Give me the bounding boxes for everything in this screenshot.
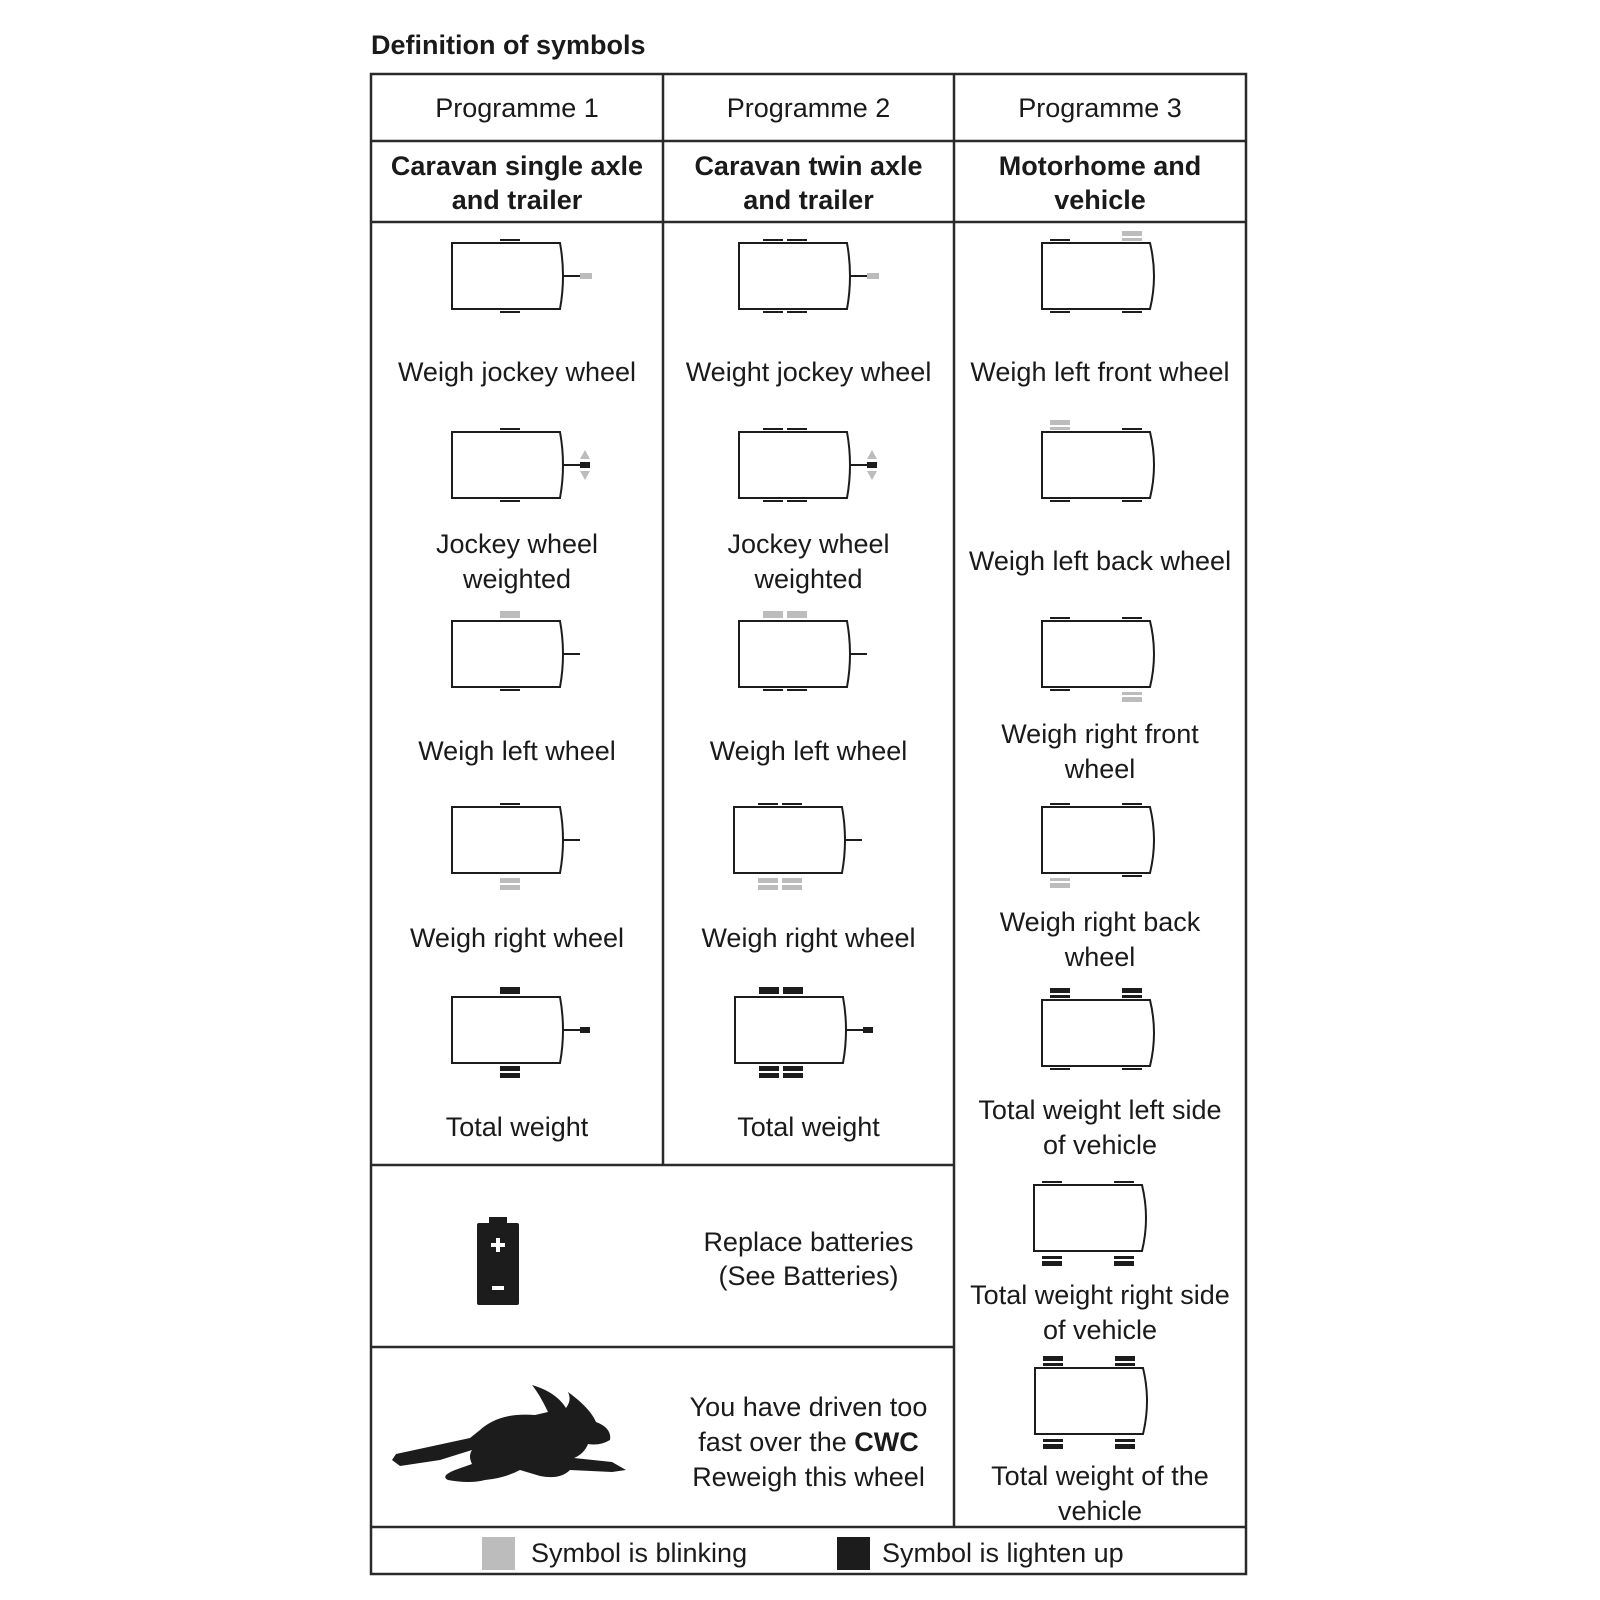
battery-icon [477, 1217, 519, 1305]
label-c1-left: Weigh left wheel [418, 736, 616, 766]
label-c3-total: Total weight of the vehicle [991, 1461, 1209, 1526]
label-c3-left-front: Weigh left front wheel [970, 357, 1230, 387]
vehicle-left-front-icon [1042, 231, 1154, 312]
caravan-single-jockey-weighted-icon [452, 429, 590, 501]
legend-blinking: Symbol is blinking [531, 1538, 748, 1568]
label-c1-jockey-weighted: Jockey wheel weighted [435, 529, 599, 594]
battery-label: Replace batteries (See Batteries) [703, 1227, 914, 1291]
caravan-single-total-icon [452, 987, 590, 1078]
vehicle-left-back-icon [1042, 420, 1154, 501]
programme-3-header: Programme 3 [1018, 93, 1182, 123]
running-hare-icon [392, 1385, 626, 1482]
caravan-twin-jockey-weighted-icon [739, 429, 877, 501]
label-c1-jockey: Weigh jockey wheel [397, 357, 637, 387]
legend-lit: Symbol is lighten up [882, 1538, 1124, 1568]
programme-1-type: Caravan single axle and trailer [390, 151, 644, 215]
vehicle-total-left-icon [1042, 988, 1154, 1069]
label-c2-jockey-weighted: Jockey wheel weighted [727, 529, 890, 594]
label-c1-total: Total weight [445, 1112, 589, 1142]
caravan-twin-jockey-blink-icon [739, 240, 879, 312]
label-c3-total-left: Total weight left side of vehicle [978, 1095, 1222, 1160]
label-c3-total-right: Total weight right side of vehicle [970, 1280, 1230, 1345]
caravan-single-right-wheel-icon [452, 804, 580, 890]
vehicle-total-icon [1035, 1356, 1147, 1449]
caravan-twin-right-wheel-icon [734, 804, 862, 890]
speed-warning-label: You have driven too fast over the CWC Reweigh this wheel [689, 1392, 928, 1492]
label-c3-right-front: Weigh right front wheel [1001, 719, 1199, 784]
label-c2-left: Weigh left wheel [709, 736, 908, 766]
programme-3-type: Motorhome and vehicle [998, 151, 1202, 215]
programme-2-type: Caravan twin axle and trailer [694, 151, 923, 215]
label-c2-jockey: Weight jockey wheel [685, 357, 932, 387]
programme-2-header: Programme 2 [726, 93, 891, 123]
programme-1-header: Programme 1 [435, 93, 599, 123]
vehicle-right-front-icon [1042, 618, 1154, 702]
blinking-swatch [482, 1537, 515, 1570]
vehicle-right-back-icon [1042, 804, 1154, 888]
label-c3-right-back: Weigh right back wheel [999, 907, 1201, 972]
vehicle-total-right-icon [1034, 1182, 1146, 1266]
label-c1-right: Weigh right wheel [409, 923, 625, 953]
page-title: Definition of symbols [371, 30, 646, 60]
caravan-twin-left-wheel-icon [739, 611, 867, 690]
caravan-single-left-wheel-icon [452, 611, 580, 690]
lit-swatch [837, 1537, 870, 1570]
label-c2-right: Weigh right wheel [701, 923, 916, 953]
label-c3-left-back: Weigh left back wheel [968, 546, 1232, 576]
caravan-twin-total-icon [735, 987, 873, 1078]
caravan-single-jockey-blink-icon [452, 240, 592, 312]
label-c2-total: Total weight [737, 1112, 880, 1142]
